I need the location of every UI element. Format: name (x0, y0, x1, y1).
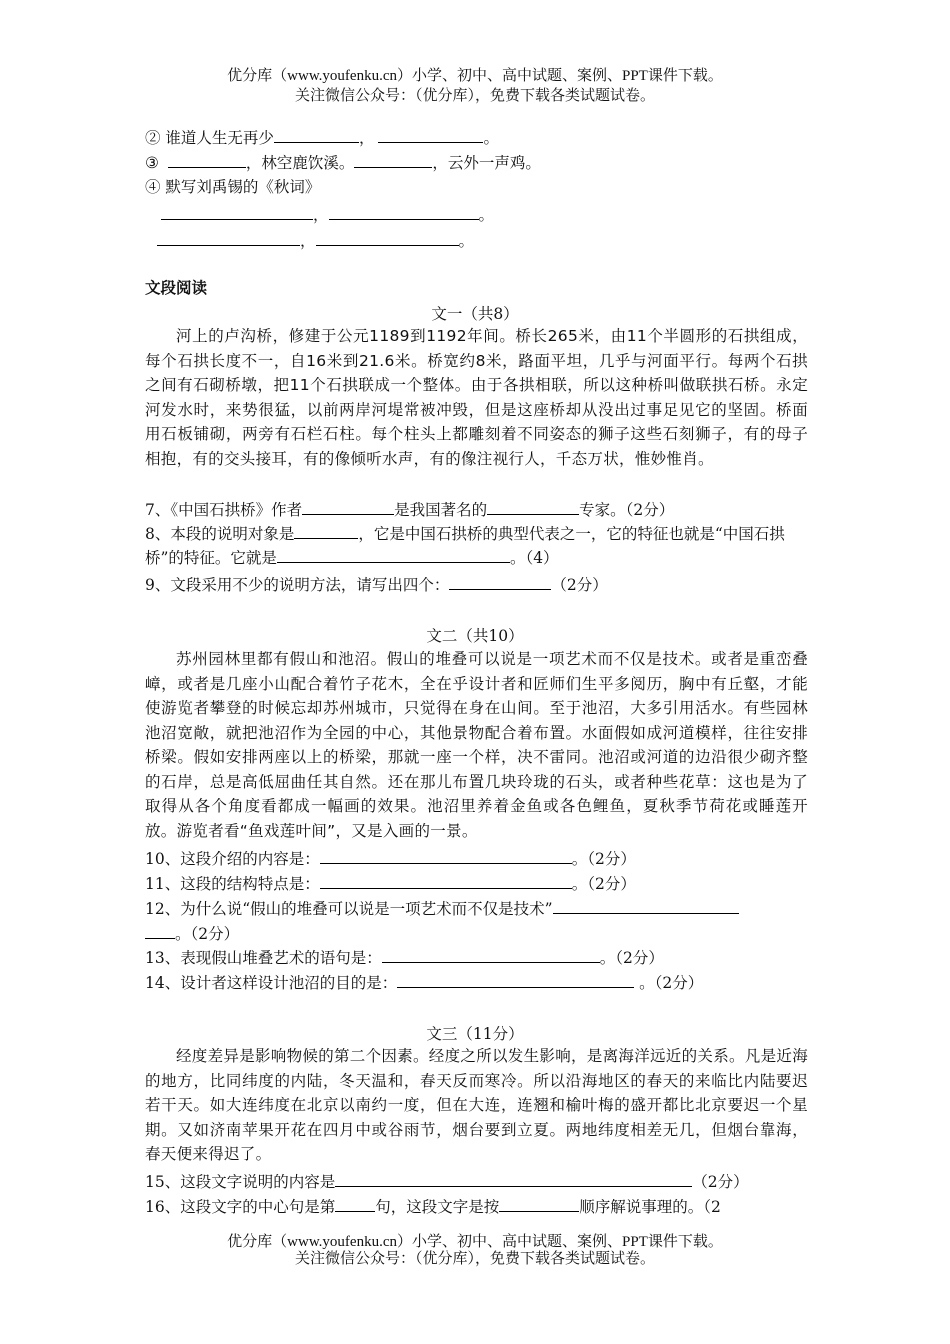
answer-blank[interactable] (274, 126, 359, 143)
question-14 (145, 971, 703, 994)
answer-blank[interactable] (449, 573, 551, 590)
question-text: 15、这段文字说明的内容是 (145, 1173, 336, 1191)
question-text: 。（2分） (634, 974, 704, 992)
section-heading: 文段阅读 (145, 279, 208, 297)
passage-1-title: 文一（共8） (431, 305, 519, 323)
question-text: 。（2分） (175, 925, 240, 943)
punctuation: ， (358, 129, 375, 147)
question-text: （2分） (551, 576, 608, 594)
answer-blank[interactable] (335, 1170, 692, 1187)
footer-line-1: 优分库（www.youfenku.cn）小学、初中、高中试题、案例、PPT课件下载。 (227, 1234, 723, 1250)
punctuation: 。 (483, 129, 499, 147)
answer-blank[interactable] (157, 229, 300, 246)
answer-blank[interactable] (335, 1195, 375, 1212)
question-10 (145, 847, 636, 870)
answer-blank[interactable] (487, 498, 579, 515)
answer-blank[interactable] (378, 126, 483, 143)
question-text: 。（2分） (571, 875, 636, 893)
answer-blank[interactable] (553, 897, 739, 914)
question-text: （2分） (692, 1173, 749, 1191)
punctuation: 。 (458, 232, 475, 250)
question-8 (145, 522, 810, 570)
answer-blank[interactable] (161, 203, 313, 220)
answer-blank[interactable] (499, 1195, 579, 1212)
answer-blank[interactable] (168, 151, 246, 168)
question-12-continued (145, 922, 239, 945)
question-text: 11、这段的结构特点是： (145, 875, 320, 893)
question-text: 9、文段采用不少的说明方法，请写出四个： (145, 576, 450, 594)
question-text: 16、这段文字的中心句是第 (145, 1198, 336, 1216)
question-text: 是我国著名的 (394, 501, 488, 519)
poem-blank-line-2 (157, 229, 474, 252)
question-text: ② 谁道人生无再少 (145, 129, 274, 147)
question-text: 14、设计者这样设计池沼的目的是： (145, 974, 398, 992)
question-text: 7、《中国石拱桥》作者 (145, 501, 303, 519)
question-text: 8、本段的说明对象是 (145, 525, 295, 543)
question-text: ，林空鹿饮溪。 (245, 154, 355, 172)
question-15 (145, 1170, 749, 1193)
passage-3-title: 文三（11分） (426, 1025, 524, 1043)
answer-blank[interactable] (320, 872, 572, 889)
question-16 (145, 1195, 721, 1218)
answer-blank[interactable] (397, 971, 634, 988)
answer-blank[interactable] (354, 151, 432, 168)
question-text: 。（2分） (571, 850, 636, 868)
question-text: 。（2分） (599, 949, 664, 967)
poem-question-2 (145, 126, 499, 149)
question-13 (145, 946, 664, 969)
poem-question-4: ④ 默写刘禹锡的《秋词》 (145, 178, 321, 196)
question-text: ，它是中国石拱桥的典型代表之一，它的特征也就是“中国石拱桥”的特征。它就是 (145, 525, 785, 567)
question-text: 13、表现假山堆叠艺术的语句是： (145, 949, 382, 967)
passage-3-text: 经度差异是影响物候的第二个因素。经度之所以发生影响，是离海洋远近的关系。凡是近海的地方，比同纬度的内陆，冬天温和，春天反而寒冷。所以沿海地区的春天的来临比内陆要迟若干天。如大连纬度在北京以南约一度，但在大连，连翘和榆叶梅的盛开都比北京要迟一个星期。又如济南苹果开花在四月中或谷雨节，烟台要到立夏。两地纬度相差无几，但烟台靠海，春天便来得迟了。 (145, 1047, 809, 1163)
punctuation: ， (300, 232, 316, 250)
header-line-2: 关注微信公众号：（优分库），免费下载各类试题试卷。 (294, 88, 655, 104)
answer-blank[interactable] (382, 946, 600, 963)
poem-blank-line-1 (161, 203, 494, 226)
answer-blank[interactable] (329, 203, 479, 220)
punctuation: ， (313, 206, 329, 224)
passage-2-title: 文二（共10） (426, 627, 524, 645)
answer-blank[interactable] (320, 847, 572, 864)
question-text: 专家。（2分） (579, 501, 675, 519)
answer-blank[interactable] (302, 498, 394, 515)
question-text: ③ (145, 154, 164, 172)
question-text: 。（4） (509, 549, 559, 567)
answer-blank[interactable] (316, 229, 459, 246)
question-text: 10、这段介绍的内容是： (145, 850, 320, 868)
question-text: 12、为什么说“假山的堆叠可以说是一项艺术而不仅是技术” (145, 900, 553, 918)
question-text: 顺序解说事理的。（2 (579, 1198, 721, 1216)
answer-blank[interactable] (277, 546, 510, 563)
passage-2-text: 苏州园林里都有假山和池沼。假山的堆叠可以说是一项艺术而不仅是技术。或者是重峦叠嶂，或者是几座小山配合着竹子花木，全在乎设计者和匠师们生平多阅历，胸中有丘壑，才能使游览者攀登的时候忘却苏州城市，只觉得在身在山间。至于池沼，大多引用活水。有些园林池沼宽敞，就把池沼作为全园的中心，其他景物配合着布置。水面假如成河道模样，往往安排桥梁。假如安排两座以上的桥梁，那就一座一个样，决不雷同。池沼或河道的边沿很少砌齐整的石岸，总是高低屈曲任其自然。还在那儿布置几块玲珑的石头，或者种些花草：这也是为了取得从各个角度看都成一幅画的效果。池沼里养着金鱼或各色鲤鱼，夏秋季节荷花或睡莲开放。游览者看“鱼戏莲叶间”，又是入画的一景。 (145, 650, 808, 840)
question-7 (145, 498, 674, 521)
question-9 (145, 573, 608, 596)
punctuation: 。 (478, 206, 495, 224)
passage-1-text: 河上的卢沟桥，修建于公元1189到1192年间。桥长265米，由11个半圆形的石拱组成，每个石拱长度不一，自16米到21.6米。桥宽约8米，路面平坦，几乎与河面平行。每两个石拱之间有石砌桥墩，把11个石拱联成一个整体。由于各拱相联，所以这种桥叫做联拱石桥。永定河发水时，来势很猛，以前两岸河堤常被冲毁，但是这座桥却从没出过事足见它的坚固。桥面用石板铺砌，两旁有石栏石柱。每个柱头上都雕刻着不同姿态的狮子这些石刻狮子，有的母子相抱，有的交头接耳，有的像倾听水声，有的像注视行人，千态万状，惟妙惟肖。 (145, 327, 808, 468)
question-11 (145, 872, 636, 895)
footer-line-2: 关注微信公众号：（优分库），免费下载各类试题试卷。 (294, 1251, 655, 1267)
header-line-1: 优分库（www.youfenku.cn）小学、初中、高中试题、案例、PPT课件下载。 (227, 68, 723, 84)
answer-blank[interactable] (145, 922, 175, 939)
poem-question-3 (145, 151, 541, 174)
answer-blank[interactable] (294, 522, 358, 539)
question-text: 句，这段文字是按 (375, 1198, 500, 1216)
question-text: ，云外一声鸡。 (432, 154, 541, 172)
question-12 (145, 897, 739, 920)
